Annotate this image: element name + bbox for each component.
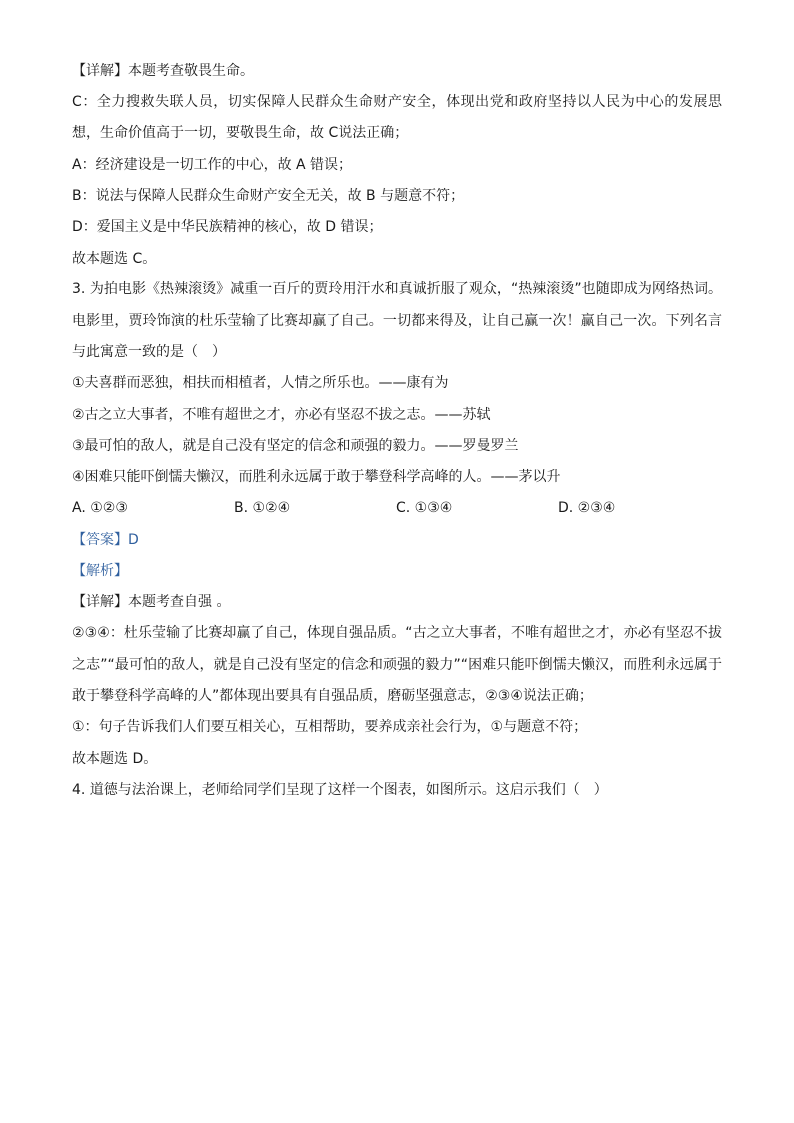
q3-detail: 【详解】本题考查自强 。 [72,594,231,611]
q3-stem: 3. 为拍电影《热辣滚烫》减重一百斤的贾玲用汗水和真诚折服了观众，“热辣滚烫”也随即成为网络热词。电影里，贾玲饰演的杜乐莹输了比赛却赢了自己。一切都来得及，让自己赢一次！赢自己一次。下列名言与此寓意一致的是（ ） [72,281,722,360]
q3-option-2: ②古之立大事者，不唯有超世之才，亦必有坚忍不拔之志。——苏轼 [72,406,491,423]
q2-option-c-analysis: C：全力搜救失联人员，切实保障人民群众生命财产安全，体现出党和政府坚持以人民为中心的发展思想，生命价值高于一切，要敬畏生命，故 C说法正确； [72,94,722,142]
q3-answer: 【答案】D [72,531,139,548]
document-page [72,62,722,812]
q2-option-d-analysis: D：爱国主义是中华民族精神的核心，故 D 错误； [72,219,383,236]
q3-choices [72,499,722,518]
choice-b: B. ①②④ [234,500,291,517]
choice-c: C. ①③④ [396,500,453,517]
q3-option-3: ③最可怕的敌人，就是自己没有坚定的信念和顽强的毅力。——罗曼罗兰 [72,437,519,454]
q2-detail: 【详解】本题考查敬畏生命。 [72,63,254,79]
q3-option-1: ①夫喜群而恶独，相扶而相植者，人情之所乐也。——康有为 [72,375,449,392]
choice-a: A. ①②③ [72,500,128,517]
q2-option-a-analysis: A：经济建设是一切工作的中心，故 A 错误； [72,156,353,173]
q3-option-4: ④困难只能吓倒懦夫懒汉，而胜利永远属于敢于攀登科学高峰的人。——茅以升 [72,469,561,486]
q3-explanation: ②③④：杜乐莹输了比赛却赢了自己，体现自强品质。“古之立大事者，不唯有超世之才，亦必有坚忍不拔之志”“最可怕的敌人，就是自己没有坚定的信念和顽强的毅力”“困难只能吓倒懦夫懒汉，而胜利永远属于敢于攀登科学高峰的人”都体现出要具有自强品质，磨砺坚强意志，②③④说法正确； [72,625,722,705]
q4-stem: 4. 道德与法治课上，老师给同学们呈现了这样一个图表，如图所示。这启示我们（ ） [72,781,608,798]
choice-d: D. ②③④ [558,500,616,517]
q2-conclusion: 故本题选 C。 [72,250,157,267]
q3-explanation-2: ①：句子告诉我们人们要互相关心，互相帮助，要养成亲社会行为，①与题意不符； [72,719,588,736]
q2-option-b-analysis: B：说法与保障人民群众生命财产安全无关，故 B 与题意不符； [72,188,465,204]
q3-analysis-heading: 【解析】 [72,563,128,580]
q3-conclusion: 故本题选 D。 [72,750,158,767]
